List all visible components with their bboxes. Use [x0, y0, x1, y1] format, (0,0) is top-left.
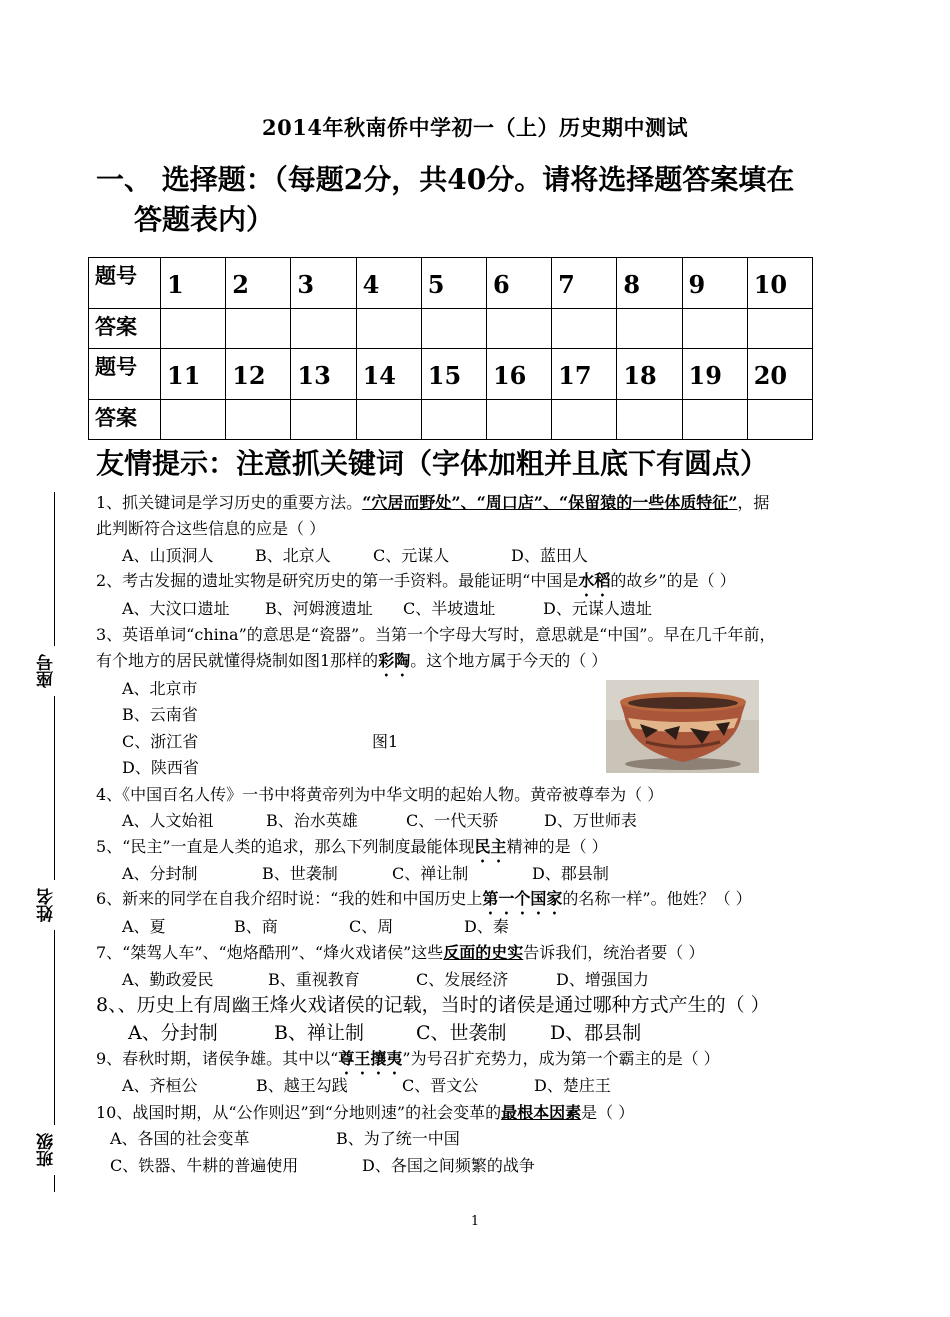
answer-cell[interactable]	[226, 309, 291, 349]
number-label: 题号	[89, 349, 161, 400]
option: A、分封制	[128, 1022, 218, 1044]
option: B、河姆渡遗址	[265, 599, 373, 618]
page-number: 1	[470, 1214, 480, 1229]
answer-cell[interactable]	[552, 309, 617, 349]
question-3-line2: 有个地方的居民就懂得烧制如图1那样的彩陶。这个地方属于今天的（ ）	[96, 651, 608, 670]
option: D、蓝田人	[511, 546, 588, 565]
option: C、周	[349, 917, 394, 936]
question-10-options-row2	[110, 1153, 535, 1179]
option: C、铁器、牛耕的普遍使用	[110, 1156, 299, 1175]
answer-label: 答案	[89, 309, 161, 349]
answer-cell[interactable]	[552, 400, 617, 440]
option: D、楚庄王	[534, 1076, 611, 1095]
question-3-option: A、北京市	[122, 679, 198, 698]
answer-cell[interactable]	[617, 309, 682, 349]
friendly-hint: 友情提示：注意抓关键词（字体加粗并且底下有圆点）	[96, 447, 769, 480]
option: D、郡县制	[550, 1022, 642, 1044]
question-1: 1、抓关键词是学习历史的重要方法。“穴居而野处”、“周口店”、“保留猿的一些体质特征”，据	[96, 493, 770, 512]
option: C、晋文公	[402, 1076, 479, 1095]
option: A、齐桓公	[122, 1076, 198, 1095]
question-number-cell: 12	[226, 349, 291, 400]
answer-cell[interactable]	[226, 400, 291, 440]
question-4-options	[122, 808, 637, 834]
keyword: “穴居而野处”、“周口店”、“保留猿的一些体质特征”	[362, 493, 738, 512]
question-number-cell: 19	[682, 349, 747, 400]
question-5-options	[122, 861, 609, 887]
keyword: 水稻	[578, 571, 611, 590]
question-8-options	[128, 1020, 641, 1046]
keyword: 第一个国家	[482, 889, 563, 908]
option: C、发展经济	[416, 970, 509, 989]
question-2-options	[122, 596, 652, 622]
answer-cell[interactable]	[291, 400, 356, 440]
question-number-cell: 20	[747, 349, 812, 400]
painted-pottery-bowl-image	[606, 680, 759, 773]
answer-cell[interactable]	[421, 400, 486, 440]
answer-cell[interactable]	[617, 400, 682, 440]
answer-cell[interactable]	[161, 400, 226, 440]
class-label: 班级	[34, 1125, 74, 1175]
answer-table	[88, 257, 813, 440]
keyword: 彩陶	[378, 651, 411, 670]
option: A、夏	[122, 917, 166, 936]
question-10: 10、战国时期，从“公作则迟”到“分地则速”的社会变革的最根本因素是（ ）	[96, 1103, 635, 1122]
question-number-cell: 11	[161, 349, 226, 400]
option: B、北京人	[255, 546, 331, 565]
section-heading-line1: 一、 选择题：（每题2分，共40分。请将选择题答案填在	[96, 163, 795, 196]
answer-cell[interactable]	[356, 400, 421, 440]
option: B、世袭制	[262, 864, 338, 883]
option: D、郡县制	[532, 864, 609, 883]
question-7-options	[122, 967, 649, 993]
option: B、越王勾践	[256, 1076, 348, 1095]
answer-cell[interactable]	[682, 400, 747, 440]
question-1-options	[122, 543, 588, 569]
question-number-cell: 18	[617, 349, 682, 400]
keyword: 反面的史实	[443, 943, 524, 962]
answer-cell[interactable]	[682, 309, 747, 349]
section-heading	[96, 160, 876, 240]
number-label: 题号	[89, 258, 161, 309]
answer-table-number-row	[89, 349, 813, 400]
keyword: 尊王攘夷	[338, 1049, 403, 1068]
option: C、世袭制	[416, 1022, 507, 1044]
question-9: 9、春秋时期，诸侯争雄。其中以“尊王攘夷”为号召扩充势力，成为第一个霸主的是（ ）	[96, 1049, 720, 1068]
option: C、元谋人	[373, 546, 450, 565]
option: D、元谋人遗址	[543, 599, 652, 618]
answer-cell[interactable]	[291, 309, 356, 349]
question-7: 7、“桀驾人车”、“炮烙酷刑”、“烽火戏诸侯”这些反面的史实告诉我们，统治者要（ ）	[96, 943, 705, 962]
question-number-cell: 7	[552, 258, 617, 309]
option: D、秦	[464, 917, 509, 936]
question-number-cell: 1	[161, 258, 226, 309]
option: A、人文始祖	[122, 811, 214, 830]
question-number-cell: 5	[421, 258, 486, 309]
binding-margin-line	[54, 492, 55, 1192]
answer-cell[interactable]	[486, 400, 551, 440]
page-title: 2014年秋南侨中学初一（上）历史期中测试	[262, 115, 688, 140]
answer-table-answer-row	[89, 309, 813, 349]
keyword: 民主	[474, 837, 507, 856]
question-3-option: C、浙江省	[122, 732, 199, 751]
option: C、一代天骄	[406, 811, 499, 830]
answer-cell[interactable]	[161, 309, 226, 349]
figure-1-caption: 图1	[372, 732, 399, 751]
option: A、山顶洞人	[122, 546, 214, 565]
option: A、各国的社会变革	[110, 1129, 250, 1148]
option: A、勤政爱民	[122, 970, 214, 989]
option: C、半坡遗址	[403, 599, 496, 618]
option: D、增强国力	[556, 970, 649, 989]
answer-cell[interactable]	[486, 309, 551, 349]
question-3: 3、英语单词“china”的意思是“瓷器”。当第一个字母大写时，意思就是“中国”。早在几千年前，	[96, 625, 776, 644]
option: B、商	[234, 917, 278, 936]
student-name-label: 姓名	[34, 880, 74, 930]
question-number-cell: 6	[486, 258, 551, 309]
option: A、大汶口遗址	[122, 599, 230, 618]
option: D、万世师表	[544, 811, 637, 830]
seat-number-label: 座号	[34, 646, 74, 696]
option: B、为了统一中国	[336, 1129, 460, 1148]
question-number-cell: 3	[291, 258, 356, 309]
question-number-cell: 14	[356, 349, 421, 400]
answer-table-answer-row	[89, 400, 813, 440]
keyword: 最根本因素	[501, 1103, 582, 1122]
question-10-options-row1	[110, 1126, 460, 1152]
question-number-cell: 17	[552, 349, 617, 400]
question-2: 2、考古发掘的遗址实物是研究历史的第一手资料。最能证明“中国是水稻的故乡”的是（ ）	[96, 571, 736, 590]
option: D、各国之间频繁的战争	[362, 1156, 535, 1175]
answer-cell[interactable]	[747, 309, 812, 349]
question-5: 5、“民主”一直是人类的追求，那么下列制度最能体现民主精神的是（ ）	[96, 837, 608, 856]
question-number-cell: 8	[617, 258, 682, 309]
answer-cell[interactable]	[747, 400, 812, 440]
answer-cell[interactable]	[356, 309, 421, 349]
question-4: 4、《中国百名人传》一书中将黄帝列为中华文明的起始人物。黄帝被尊奉为（ ）	[96, 785, 664, 804]
answer-label: 答案	[89, 400, 161, 440]
answer-table-number-row	[89, 258, 813, 309]
question-number-cell: 16	[486, 349, 551, 400]
option: C、禅让制	[392, 864, 469, 883]
question-8: 8、、历史上有周幽王烽火戏诸侯的记载，当时的诸侯是通过哪种方式产生的（ ）	[96, 994, 770, 1016]
question-number-cell: 4	[356, 258, 421, 309]
option: A、分封制	[122, 864, 198, 883]
question-number-cell: 15	[421, 349, 486, 400]
question-3-option: B、云南省	[122, 705, 198, 724]
option: B、禅让制	[274, 1022, 364, 1044]
question-6: 6、新来的同学在自我介绍时说：“我的姓和中国历史上第一个国家的名称一样”。他姓？（ ）	[96, 889, 752, 908]
answer-cell[interactable]	[421, 309, 486, 349]
question-6-options	[122, 914, 509, 940]
question-9-options	[122, 1073, 611, 1099]
question-number-cell: 10	[747, 258, 812, 309]
option: B、重视教育	[268, 970, 360, 989]
question-number-cell: 13	[291, 349, 356, 400]
question-number-cell: 9	[682, 258, 747, 309]
option: B、治水英雄	[266, 811, 358, 830]
question-3-option: D、陕西省	[122, 758, 199, 777]
question-number-cell: 2	[226, 258, 291, 309]
section-heading-line2: 答题表内）	[134, 203, 275, 236]
question-1-line2: 此判断符合这些信息的应是（ ）	[96, 519, 326, 538]
